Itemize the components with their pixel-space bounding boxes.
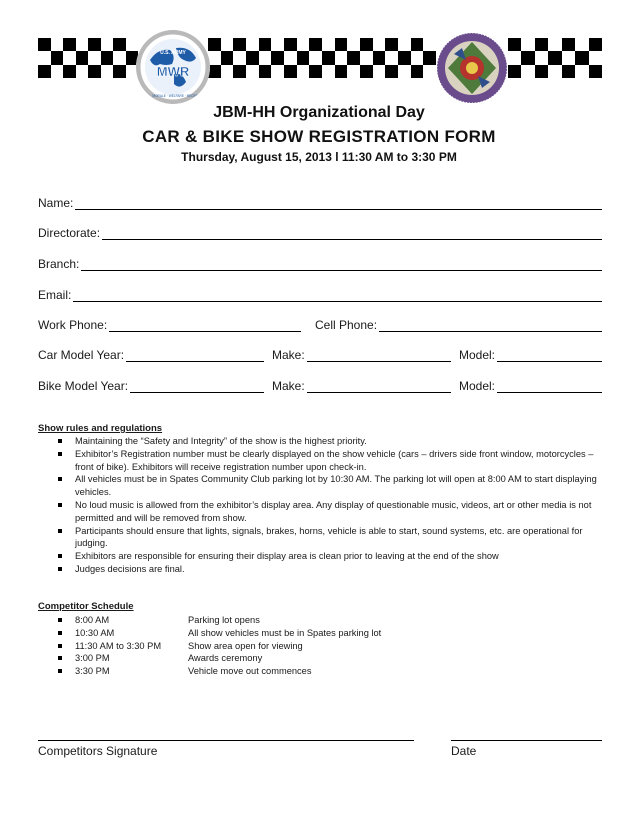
name-line[interactable] <box>75 198 602 210</box>
checker-square <box>309 38 322 51</box>
checker-square <box>385 65 398 78</box>
checker-square <box>373 38 386 51</box>
checker-square <box>246 65 259 78</box>
checker-square <box>589 51 602 64</box>
checker-square <box>335 51 348 64</box>
checker-square <box>38 51 51 64</box>
schedule-event: All show vehicles must be in Spates parking lot <box>188 627 382 638</box>
checker-square <box>76 38 89 51</box>
checker-square <box>271 51 284 64</box>
checker-square <box>521 65 534 78</box>
checker-square <box>101 65 114 78</box>
checker-square <box>411 65 424 78</box>
checker-square <box>398 51 411 64</box>
checker-square <box>360 65 373 78</box>
mwr-logo-ring-text: FAMILY · MORALE · WELFARE · RECREATION <box>138 94 208 98</box>
checker-square <box>233 65 246 78</box>
checker-square <box>322 65 335 78</box>
bike-model-line[interactable] <box>497 381 602 393</box>
car-model-year-field[interactable] <box>38 346 264 362</box>
branch-label: Branch: <box>38 257 80 271</box>
email-label: Email: <box>38 288 72 302</box>
schedule-event: Show area open for viewing <box>188 640 303 651</box>
checker-square <box>398 38 411 51</box>
cell-phone-line[interactable] <box>379 320 602 332</box>
email-field[interactable] <box>38 286 602 302</box>
checker-square <box>271 38 284 51</box>
schedule-item <box>38 627 381 640</box>
checker-square <box>575 65 588 78</box>
car-model-year-label: Car Model Year: <box>38 348 125 362</box>
checker-square <box>271 65 284 78</box>
mwr-logo-main-text: MWR <box>156 64 190 79</box>
checker-square <box>76 51 89 64</box>
schedule-heading: Competitor Schedule <box>38 601 134 612</box>
name-label: Name: <box>38 196 74 210</box>
name-field[interactable] <box>38 194 602 210</box>
checker-square <box>309 51 322 64</box>
checker-square <box>347 51 360 64</box>
schedule-item <box>38 614 381 627</box>
checker-square <box>322 38 335 51</box>
checker-square <box>284 51 297 64</box>
checker-square <box>548 38 561 51</box>
checker-square <box>63 65 76 78</box>
checker-square <box>63 51 76 64</box>
bike-make-field[interactable] <box>272 377 451 393</box>
checker-square <box>562 38 575 51</box>
checker-square <box>208 51 221 64</box>
checker-square <box>548 51 561 64</box>
checker-square <box>411 38 424 51</box>
checker-square <box>38 38 51 51</box>
date-line[interactable] <box>451 740 602 741</box>
schedule-item <box>38 652 381 665</box>
rules-list <box>38 435 604 576</box>
checker-square <box>297 38 310 51</box>
checker-square <box>246 38 259 51</box>
mwr-logo-top-text: U.S. ARMY <box>160 50 186 56</box>
checker-square <box>398 65 411 78</box>
checker-square <box>113 38 126 51</box>
checker-square <box>535 38 548 51</box>
checker-square <box>221 51 234 64</box>
checker-square <box>38 65 51 78</box>
form-title: CAR & BIKE SHOW REGISTRATION FORM <box>142 127 496 146</box>
checker-square <box>259 51 272 64</box>
checker-square <box>51 38 64 51</box>
checker-square <box>76 65 89 78</box>
checker-square <box>51 51 64 64</box>
checker-square <box>535 65 548 78</box>
car-model-field[interactable] <box>459 346 602 362</box>
directorate-field[interactable] <box>38 224 602 240</box>
cell-phone-field[interactable] <box>315 316 602 332</box>
schedule-event: Vehicle move out commences <box>188 666 312 677</box>
checker-square <box>309 65 322 78</box>
checker-square <box>411 51 424 64</box>
bike-make-label: Make: <box>272 379 305 393</box>
event-title: JBM-HH Organizational Day <box>213 104 425 121</box>
checker-square <box>385 51 398 64</box>
checker-square <box>246 51 259 64</box>
date-label: Date <box>451 744 477 758</box>
bike-make-line[interactable] <box>307 381 451 393</box>
jbmhh-seal-logo <box>436 32 508 104</box>
checkered-band-center <box>208 38 436 78</box>
checker-square <box>297 51 310 64</box>
checker-square <box>521 51 534 64</box>
checker-square <box>575 51 588 64</box>
work-phone-label: Work Phone: <box>38 318 108 332</box>
schedule-time: 3:00 PM <box>75 653 110 664</box>
checker-square <box>208 38 221 51</box>
car-model-year-line[interactable] <box>126 350 264 362</box>
rule-item: Maintaining the “Safety and Integrity” of the show is the highest priority. <box>38 435 604 448</box>
checker-square <box>521 38 534 51</box>
checker-square <box>101 51 114 64</box>
checker-square <box>360 51 373 64</box>
email-line[interactable] <box>73 290 602 302</box>
checker-square <box>373 51 386 64</box>
bike-model-field[interactable] <box>459 377 602 393</box>
checker-square <box>259 65 272 78</box>
bike-model-label: Model: <box>459 379 496 393</box>
army-mwr-logo <box>136 30 210 104</box>
checker-square <box>535 51 548 64</box>
checker-square <box>113 51 126 64</box>
checker-square <box>88 38 101 51</box>
signature-label: Competitors Signature <box>38 744 158 758</box>
schedule-event: Awards ceremony <box>188 653 263 664</box>
checker-square <box>88 65 101 78</box>
checker-square <box>562 51 575 64</box>
branch-field[interactable] <box>38 255 602 271</box>
checker-square <box>233 51 246 64</box>
work-phone-field[interactable] <box>38 316 301 332</box>
checkered-band-left <box>38 38 138 78</box>
schedule-item <box>38 665 381 678</box>
checker-square <box>322 51 335 64</box>
checker-square <box>335 38 348 51</box>
checker-square <box>259 38 272 51</box>
checker-square <box>233 38 246 51</box>
checkered-band-right <box>508 38 602 78</box>
signature-line[interactable] <box>38 740 414 741</box>
checker-square <box>508 51 521 64</box>
checker-square <box>589 38 602 51</box>
checker-square <box>126 38 139 51</box>
schedule-time: 10:30 AM <box>75 627 115 638</box>
checker-square <box>284 65 297 78</box>
checker-square <box>284 38 297 51</box>
checker-square <box>423 65 436 78</box>
checker-square <box>548 65 561 78</box>
car-model-label: Model: <box>459 348 496 362</box>
rule-item: Exhibitors are responsible for ensuring their display area is clean prior to leaving at the end of the show <box>38 550 604 563</box>
checker-square <box>589 65 602 78</box>
directorate-label: Directorate: <box>38 226 101 240</box>
schedule-time: 8:00 AM <box>75 615 110 625</box>
checker-square <box>347 65 360 78</box>
checker-square <box>508 38 521 51</box>
checker-square <box>297 65 310 78</box>
rule-item: All vehicles must be in Spates Community Club parking lot by 10:30 AM. The parking lot will open at 8:00 AM to start displaying vehicles. <box>38 473 604 499</box>
checker-square <box>562 65 575 78</box>
checker-square <box>347 38 360 51</box>
checker-square <box>221 65 234 78</box>
rule-item: Judges decisions are final. <box>38 563 604 576</box>
checker-square <box>101 38 114 51</box>
cell-phone-label: Cell Phone: <box>315 318 378 332</box>
checker-square <box>575 38 588 51</box>
checker-square <box>63 38 76 51</box>
checker-square <box>373 65 386 78</box>
event-date-time: Thursday, August 15, 2013 l 11:30 AM to 3:30 PM <box>181 150 457 164</box>
checker-square <box>335 65 348 78</box>
car-make-field[interactable] <box>272 346 451 362</box>
car-model-line[interactable] <box>497 350 602 362</box>
work-phone-line[interactable] <box>109 320 301 332</box>
schedule-time: 11:30 AM to 3:30 PM <box>75 640 162 651</box>
checker-square <box>423 51 436 64</box>
schedule-event: Parking lot opens <box>188 615 260 625</box>
directorate-line[interactable] <box>102 228 602 240</box>
schedule-list <box>38 614 381 678</box>
rule-item: Participants should ensure that lights, signals, brakes, horns, vehicle is able to start, sound systems, etc. are operational for judging. <box>38 525 604 551</box>
bike-model-year-field[interactable] <box>38 377 264 393</box>
branch-line[interactable] <box>81 259 602 271</box>
rules-heading: Show rules and regulations <box>38 423 163 434</box>
bike-model-year-line[interactable] <box>130 381 264 393</box>
bike-model-year-label: Bike Model Year: <box>38 379 129 393</box>
checker-square <box>508 65 521 78</box>
checker-square <box>221 38 234 51</box>
checker-square <box>385 38 398 51</box>
checker-square <box>51 65 64 78</box>
checker-square <box>423 38 436 51</box>
checker-square <box>360 38 373 51</box>
rule-item: No loud music is allowed from the exhibitor’s display area. Any display of questionable music, videos, art or other media is not permitted and will be removed from show. <box>38 499 604 525</box>
rule-item: Exhibitor’s Registration number must be clearly displayed on the show vehicle (cars – drivers side front window, motorcycles – front of bike). Exhibitors will receive registration number upon check-in. <box>38 448 604 474</box>
car-make-label: Make: <box>272 348 305 362</box>
car-make-line[interactable] <box>307 350 451 362</box>
checker-square <box>113 65 126 78</box>
checker-square <box>88 51 101 64</box>
schedule-item <box>38 640 381 653</box>
schedule-time: 3:30 PM <box>75 666 110 677</box>
